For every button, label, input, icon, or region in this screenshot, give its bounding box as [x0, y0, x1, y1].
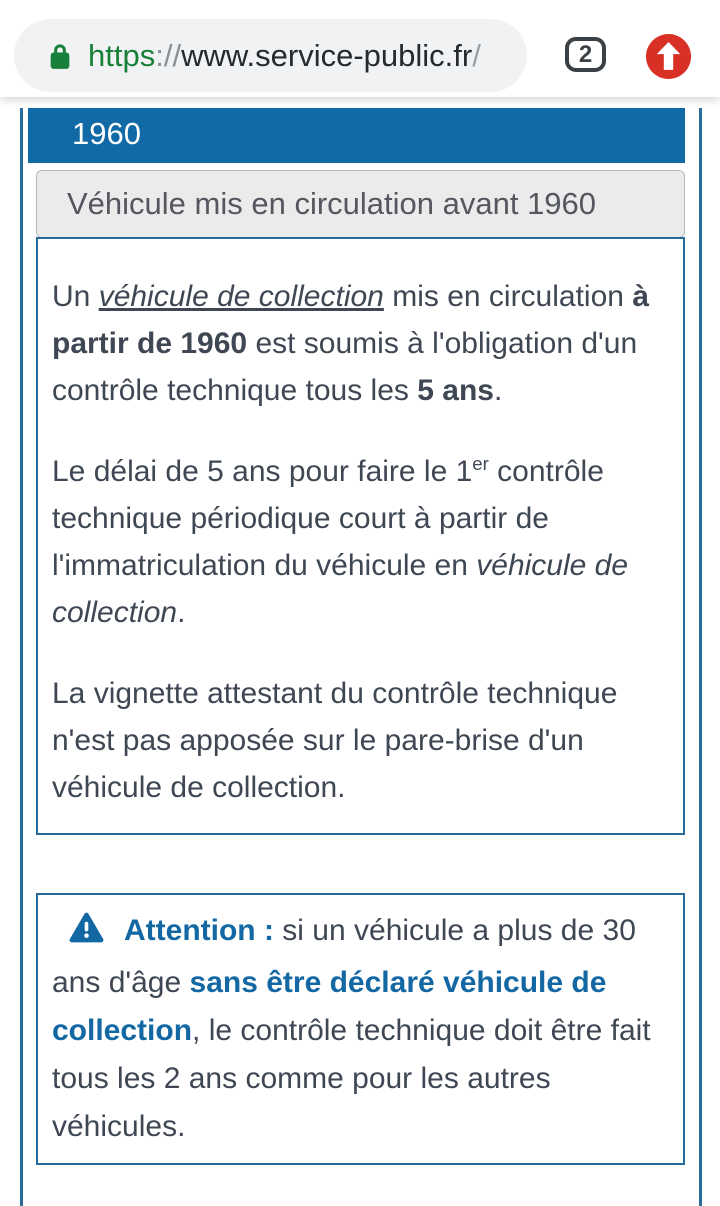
link-sans-etre-declare[interactable]: sans être déclaré véhicule de collection [52, 966, 607, 1047]
chrome-update-icon[interactable] [645, 33, 692, 80]
tab-inactive-label: Véhicule mis en circulation avant 1960 [67, 186, 597, 221]
url-separator: :// [155, 37, 182, 73]
superscript-er: er [472, 453, 489, 474]
tab-panel [36, 237, 685, 835]
paragraph-delai: Le délai de 5 ans pour faire le 1er contrôle technique périodique court à partir de l'immatriculation du véhicule en véhicule de collection. [52, 453, 629, 629]
link-vehicule-de-collection[interactable]: véhicule de collection [98, 280, 384, 313]
tab-active-1960[interactable] [28, 108, 685, 163]
secure-lock-icon [46, 40, 74, 72]
tab-count: 2 [578, 40, 593, 68]
attention-label: Attention : [124, 914, 274, 947]
url-host: www.service-public.fr [181, 37, 473, 73]
tab-switcher-button[interactable] [565, 37, 606, 72]
tab-active-label: 1960 [72, 116, 141, 151]
tab-inactive-avant-1960[interactable] [36, 170, 685, 238]
page-border-left [20, 108, 23, 1206]
attention-text: Attention : si un véhicule a plus de 30 ans d'âge sans être déclaré véhicule de collection, le contrôle technique doit être fait tous les 2 ans comme pour les autres véhicules. [52, 907, 669, 1151]
url-scheme: https [88, 37, 156, 73]
browser-toolbar [0, 0, 720, 97]
paragraph-obligation: Un véhicule de collection mis en circulation à partir de 1960 est soumis à l'obligation d'un contrôle technique tous les 5 ans. [52, 280, 649, 407]
url-bar[interactable] [14, 19, 527, 92]
page-border-right [699, 108, 702, 1206]
warning-triangle-icon [68, 911, 105, 959]
url-tail: / [472, 37, 481, 73]
page-content [0, 108, 720, 1206]
attention-callout [36, 893, 685, 1165]
paragraph-vignette: La vignette attestant du contrôle technique n'est pas apposée sur le pare-brise d'un véhicule de collection. [52, 677, 618, 804]
